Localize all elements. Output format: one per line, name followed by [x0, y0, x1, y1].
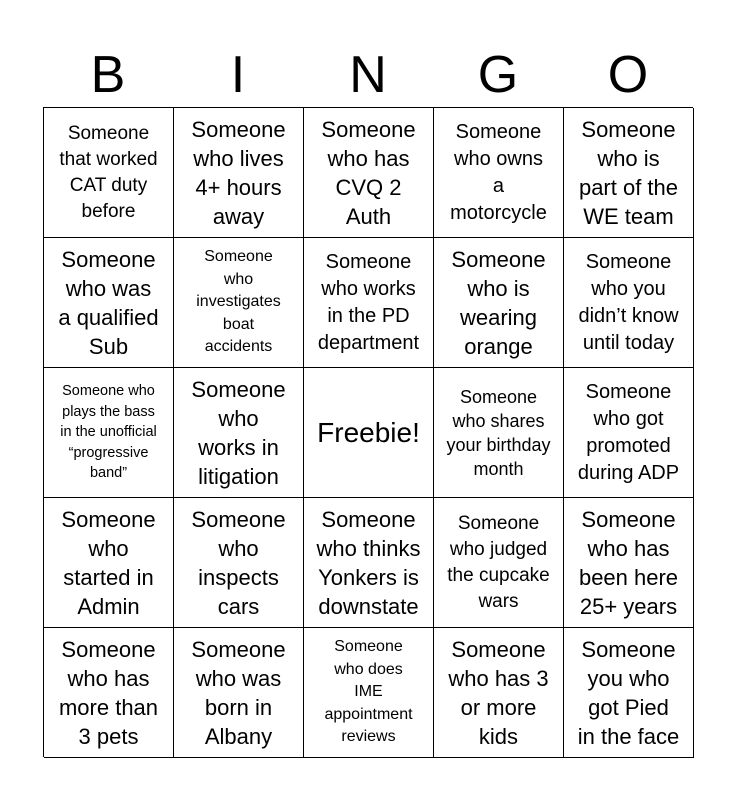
header-letter-b: B [90, 46, 126, 104]
bingo-cell[interactable]: Someone who has CVQ 2 Auth [304, 108, 434, 238]
bingo-cell[interactable]: Someone who has been here 25+ years [564, 498, 694, 628]
header-letter-n: N [349, 46, 387, 104]
header-letter-i: I [230, 46, 246, 104]
header-letter-g: G [477, 46, 519, 104]
bingo-cell[interactable]: Someone who works in litigation [174, 368, 304, 498]
bingo-cell[interactable]: Someone who inspects cars [174, 498, 304, 628]
bingo-cell[interactable]: Someone who plays the bass in the unofficial “progressive band” [44, 368, 174, 498]
bingo-cell[interactable]: Someone who has 3 or more kids [434, 628, 564, 758]
bingo-header [43, 44, 693, 106]
bingo-cell[interactable]: Someone who has more than 3 pets [44, 628, 174, 758]
bingo-cell[interactable]: Someone who does IME appointment reviews [304, 628, 434, 758]
bingo-cell[interactable]: Someone who lives 4+ hours away [174, 108, 304, 238]
header-letter-o: O [607, 46, 649, 104]
bingo-cell[interactable]: Someone who works in the PD department [304, 238, 434, 368]
bingo-card-grid [43, 107, 693, 757]
bingo-cell[interactable]: Someone who is wearing orange [434, 238, 564, 368]
bingo-cell[interactable]: Someone who judged the cupcake wars [434, 498, 564, 628]
bingo-cell[interactable]: Someone who started in Admin [44, 498, 174, 628]
bingo-cell[interactable]: Someone who is part of the WE team [564, 108, 694, 238]
bingo-cell[interactable]: Someone who you didn’t know until today [564, 238, 694, 368]
bingo-cell[interactable]: Someone who thinks Yonkers is downstate [304, 498, 434, 628]
bingo-cell[interactable]: Someone that worked CAT duty before [44, 108, 174, 238]
bingo-cell[interactable]: Someone who shares your birthday month [434, 368, 564, 498]
bingo-cell[interactable]: Someone who got promoted during ADP [564, 368, 694, 498]
bingo-cell[interactable]: Someone who investigates boat accidents [174, 238, 304, 368]
bingo-cell[interactable]: Someone you who got Pied in the face [564, 628, 694, 758]
bingo-cell[interactable]: Someone who was born in Albany [174, 628, 304, 758]
bingo-cell[interactable]: Someone who was a qualified Sub [44, 238, 174, 368]
bingo-cell-freebie[interactable]: Freebie! [304, 368, 434, 498]
bingo-cell[interactable]: Someone who owns a motorcycle [434, 108, 564, 238]
